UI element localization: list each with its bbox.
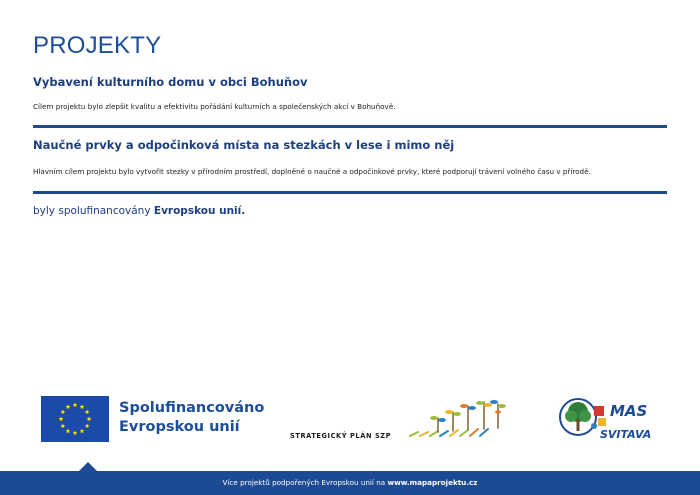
eu-star	[66, 404, 71, 409]
eu-star	[73, 402, 78, 407]
page-title: PROJEKTY	[33, 32, 162, 59]
footer-text	[0, 478, 700, 487]
eu-star	[59, 416, 64, 421]
eu-flag-icon	[41, 396, 109, 442]
project-description: Cílem projektu bylo zlepšit kvalitu a efektivitu pořádání kulturních a společenských akcí v Bohuňově.	[33, 102, 396, 111]
eu-star	[87, 416, 92, 421]
divider	[33, 125, 667, 128]
eu-star	[73, 430, 78, 435]
eu-star	[80, 429, 85, 434]
eu-star	[66, 429, 71, 434]
project-heading: Vybavení kulturního domu v obci Bohuňov	[33, 75, 308, 89]
eu-line-1: Spolufinancováno	[119, 400, 265, 416]
mas-svitava-logo	[556, 394, 666, 444]
eu-star	[85, 409, 90, 414]
funding-note	[33, 205, 245, 217]
project-heading: Naučné prvky a odpočinková místa na stezkách v lese i mimo něj	[33, 138, 455, 152]
funding-emphasis: Evropskou unií.	[153, 205, 246, 217]
eu-star	[60, 409, 65, 414]
project-description: Hlavním cílem projektu bylo vytvořit stezky v přírodním prostředí, doplněné o naučné a odpočinkové prvky, které podporují trávení volného času v přírodě.	[33, 167, 591, 176]
funding-prefix: byly spolufinancovány	[33, 205, 154, 217]
footer-prefix: Více projektů podpořených Evropskou unií na	[222, 478, 388, 487]
eu-cofunded-logo-text	[119, 399, 264, 437]
szp-sprouts-icon	[408, 396, 508, 442]
eu-star	[80, 404, 85, 409]
eu-star	[85, 423, 90, 428]
mas-top-text: MAS	[610, 402, 648, 420]
footer-link[interactable]: www.mapaprojektu.cz	[387, 478, 478, 487]
szp-label: STRATEGICKÝ PLÁN SZP	[290, 432, 392, 440]
eu-line-2: Evropskou unií	[119, 419, 240, 435]
divider	[33, 191, 667, 194]
eu-star	[60, 423, 65, 428]
mas-bottom-text: SVITAVA	[600, 428, 652, 441]
